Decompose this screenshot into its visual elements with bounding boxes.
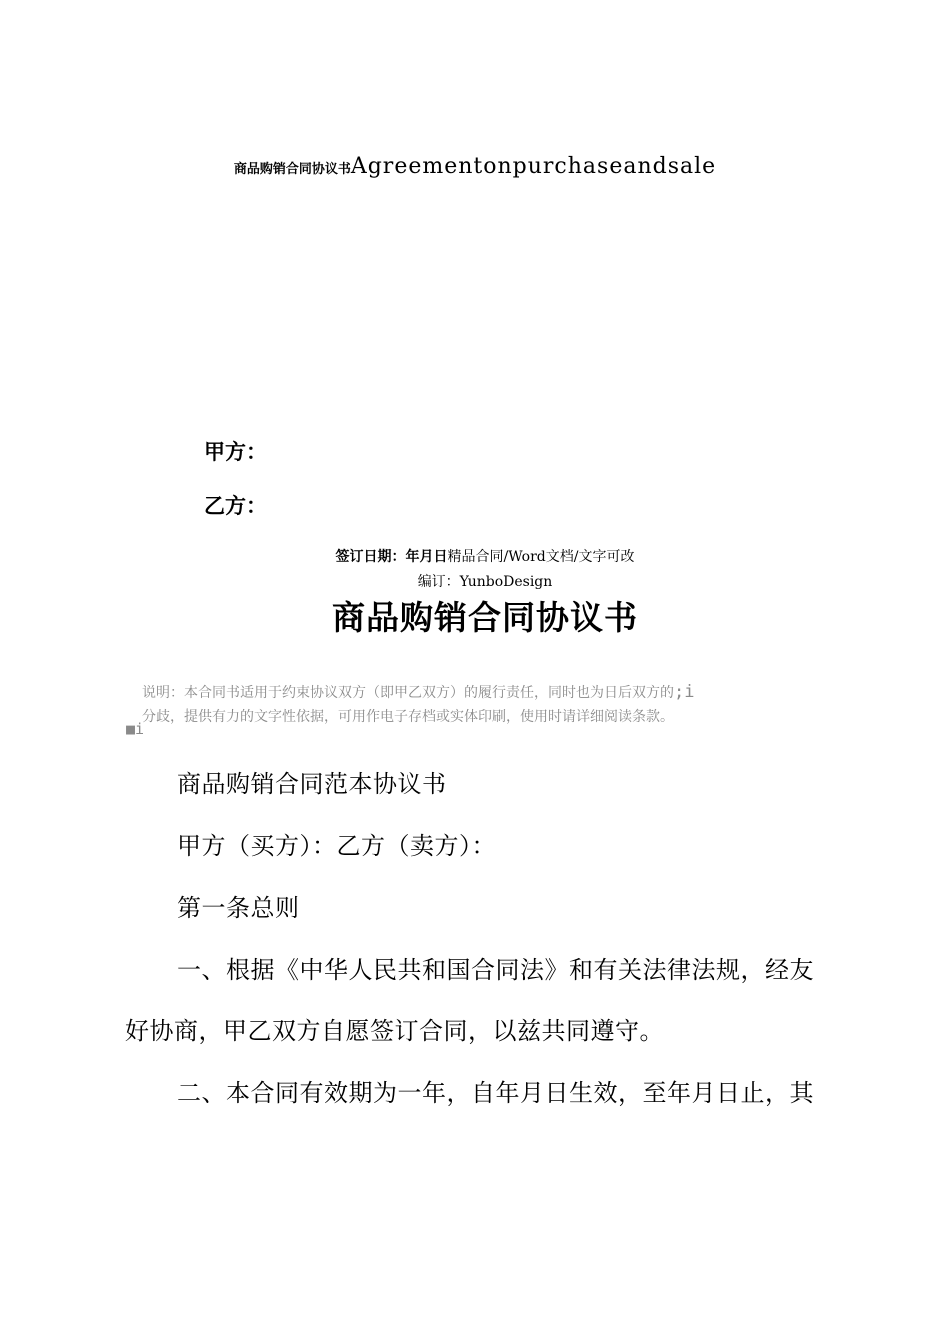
sign-date-label: 签订日期：年月日 [335,549,448,565]
body-heading: 商品购销合同范本协议书 [177,770,447,798]
note-line-1 [142,682,694,702]
stray-mark: ■i [126,720,145,738]
document-title: 商品购销合同协议书 [332,598,638,637]
clause-1-line-1: 一、根据《中华人民共和国合同法》和有关法律法规，经友 [177,956,814,984]
clause-1-line-2: 好协商，甲乙双方自愿签订合同，以兹共同遵守。 [125,1017,664,1045]
cover-title-chinese: 商品购销合同协议书 [233,162,351,177]
editor-line: 编订：YunboDesign [417,574,553,590]
cover-title [0,152,950,185]
parties-line: 甲方（买方）：乙方（卖方）： [177,832,496,860]
note-line-1-mark: ;i [674,682,695,702]
note-line-2: 分歧，提供有力的文字性依据，可用作电子存档或实体印刷，使用时请详细阅读条款。 [142,709,674,725]
sign-note: 精品合同/Word文档/文字可改 [447,549,635,565]
note-line-1-text: 说明：本合同书适用于约束协议双方（即甲乙双方）的履行责任，同时也为日后双方的 [142,685,674,701]
article-1-heading: 第一条总则 [177,894,300,922]
party-b-label: 乙方： [204,494,267,518]
clause-2-line-1: 二、本合同有效期为一年，自年月日生效，至年月日止，其 [177,1079,814,1107]
party-a-label: 甲方： [204,440,267,464]
cover-title-english: Agreementonpurchaseandsale [350,154,717,179]
sign-date-line [0,546,950,566]
